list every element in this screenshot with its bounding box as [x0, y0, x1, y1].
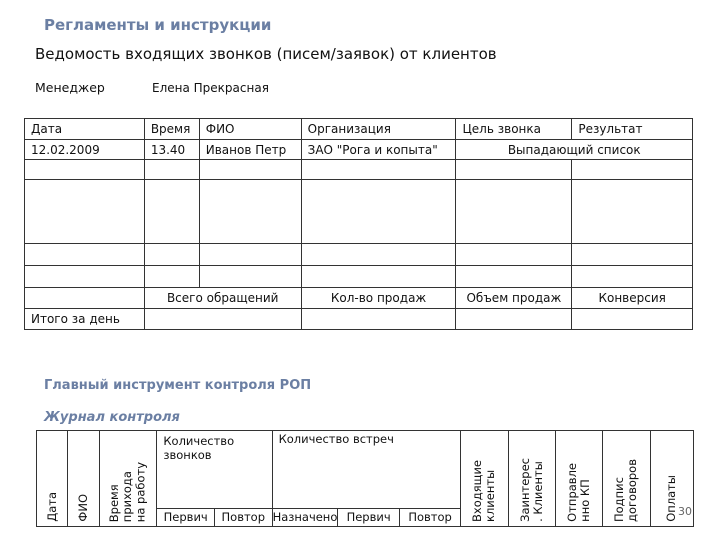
col-kp-sent: Отправле нно КП [556, 431, 603, 527]
cell-time: 13.40 [144, 140, 199, 160]
table-row [25, 140, 693, 160]
header-total-requests: Всего обращений [144, 288, 301, 309]
col-contracts-signed: Подпис договоров [603, 431, 650, 527]
header-organization: Организация [301, 119, 456, 140]
subtitle-control-journal: Журнал контроля [44, 410, 180, 425]
col-date: Дата [37, 431, 68, 527]
total-label: Итого за день [25, 309, 145, 330]
total-row [25, 309, 693, 330]
header-conversion: Конверсия [572, 288, 693, 309]
table-header-row [25, 119, 693, 140]
header-time: Время [144, 119, 199, 140]
manager-name: Елена Прекрасная [152, 81, 269, 95]
table-row [25, 266, 693, 288]
header-sales-count: Кол-во продаж [301, 288, 456, 309]
header-fio: ФИО [199, 119, 301, 140]
table-row [25, 160, 693, 180]
header-sales-volume: Объем продаж [456, 288, 572, 309]
table-row [25, 180, 693, 244]
subtitle-main-tool: Главный инструмент контроля РОП [44, 378, 312, 393]
cell-organization: ЗАО "Рога и копыта" [301, 140, 456, 160]
table-row [25, 244, 693, 266]
col-meetings-count: Количество встреч [272, 431, 461, 509]
sub-meetings-repeat: Повтор [399, 509, 460, 527]
col-calls-count: Количество звонков [157, 431, 272, 509]
summary-header-row [25, 288, 693, 309]
sub-meetings-primary: Первич [338, 509, 399, 527]
cell-date: 12.02.2009 [25, 140, 145, 160]
page-number: 30 [678, 505, 692, 518]
header-date: Дата [25, 119, 145, 140]
sub-meetings-scheduled: Назначено [272, 509, 338, 527]
cell-fio: Иванов Петр [199, 140, 301, 160]
calls-register-table [24, 118, 693, 330]
section-title: Регламенты и инструкции [44, 16, 272, 34]
manager-label: Менеджер [35, 80, 105, 95]
header-call-purpose: Цель звонка [456, 119, 572, 140]
col-fio: ФИО [68, 431, 99, 527]
col-interested-clients: Заинтерес . Клиенты [508, 431, 555, 527]
sub-calls-primary: Первич [157, 509, 215, 527]
header-result: Результат [572, 119, 693, 140]
control-journal-table [36, 430, 694, 527]
col-payments: Оплаты [650, 431, 693, 527]
document-title: Ведомость входящих звонков (писем/заявок) от клиентов [35, 45, 497, 63]
cell-result-dropdown: Выпадающий список [456, 140, 693, 160]
col-incoming-clients: Входящие клиенты [461, 431, 508, 527]
sub-calls-repeat: Повтор [214, 509, 272, 527]
col-arrival-time: Время прихода на работу [99, 431, 156, 527]
